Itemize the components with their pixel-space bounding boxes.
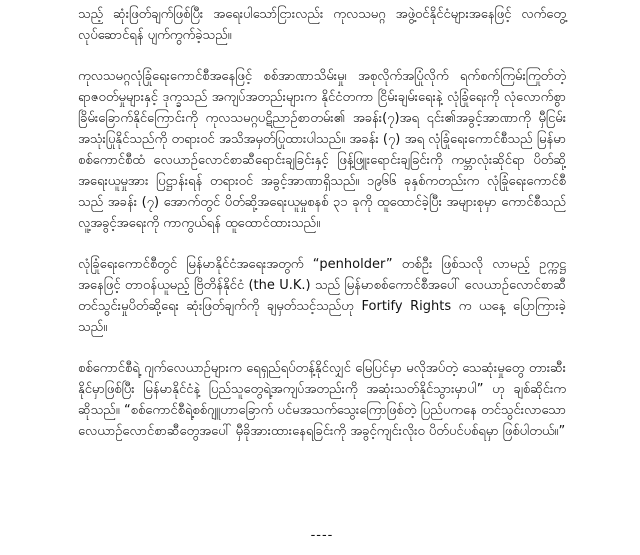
paragraph-4: စစ်ကောင်စီရဲ့ ဂျက်လေယာဉ်များက ရေရှည်ရပ်တန့်နိုင်လျှင် မြေပြင်မှာ မလိုအပ်တဲ့ သေဆုံးမှုတွေ တားဆီးနိုင်မှာဖြစ်ပြီး မြန်မာနိုင်ငံနဲ့ ပြည်သူတွေရဲ့အကျပ်အတည်းကို အဆုံးသတ်နိုင်သွားမှာပါ” ဟု ချစ်ဆိုင်းက ဆိုသည်။ “စစ်ကောင်စီရဲ့စစ်ဂျူဟာခြောက် ပင်မအသက်သွေးကြောဖြစ်တဲ့ ပြည်ပကနေ တင်သွင်းလာသော လေယာဉ်လောင်စာဆီတွေအပေါ် မှီခိုအားထားနေရခြင်းကို အခွင့်ကျင်းလိုးဝ ပိတ်ပင်ပစ်ရမှာ ဖြစ်ပါတယ်။”: [78, 361, 566, 439]
document-page: [78, 0, 566, 555]
paragraph-3: လုံခြုံရေးကောင်စီတွင် မြန်မာနိုင်ငံအရေးအတွက် “penholder” တစ်ဦး ဖြစ်သလို လာမည့် ဥက္ကဋ္ဌအနေဖြင့် တာဝန်ယူမည့် ဗြိတိန်နိုင်ငံ (the U.K.) သည် မြန်မာစစ်ကောင်စီအပေါ် လေယာဉ်လောင်စာဆီတင်သွင်းမှုပိတ်ဆို့ရေး ဆုံးဖြတ်ချက်ကို ချမှတ်သင့်သည်ဟု Fortify Rights က ယနေ့ ပြောကြားခဲ့သည်။: [78, 257, 566, 335]
paragraph-1: သည့် ဆုံးဖြတ်ချက်ဖြစ်ပြီး အရေးပါသော်ငြားလည်း ကုလသမဂ္ဂ အဖွဲ့ဝင်နိုင်ငံများအနေဖြင့် လက်တွေ့လုပ်ဆောင်ရန် ပျက်ကွက်ခဲ့သည်။: [78, 7, 566, 43]
section-separator: ----: [310, 528, 334, 543]
paragraph-2: ကုလသမဂ္ဂလုံခြုံရေးကောင်စီအနေဖြင့် စစ်အာဏာသိမ်းမှု၊ အစုလိုက်အပြုံလိုက် ရက်စက်ကြမ်းကြုတ်တဲ့ ရာဇဝတ်မှုများနှင့် ဒုက္ခသည် အကျပ်အတည်းများက နိုင်ငံတကာ ငြိမ်းချမ်းရေးနဲ့ လုံခြုံရေးကို လုံလောက်စွာ ခြိမ်းခြောက်နိုင်ကြောင်းကို ကုလသမဂ္ဂပဋိညာဉ်စာတမ်း၏ အခန်း(၇)အရ ၎င်း၏အခွင့်အာဏာကို မှီငြမ်းအသုံးပြုနိုင်သည်ကို တရားဝင် အသိအမှတ်ပြုထားပါသည်။ အခန်း (၇) အရ လုံခြုံရေးကောင်စီသည် မြန်မာစစ်ကောင်စီထံ လေယာဉ်လောင်စာဆီရောင်းချခြင်းနှင့် ဖြန့်ဖြူးရောင်းချခြင်းကို ကမ္ဘာလုံးဆိုင်ရာ ပိတ်ဆို့အရေးယူမှုအား ပြဋ္ဌာန်းရန် တရားဝင် အခွင့်အာဏာရှိသည်။ ၁၉၆၆ ခုနှစ်ကတည်းက လုံခြုံရေးကောင်စီသည် အခန်း (၇) အောက်တွင် ပိတ်ဆို့အရေးယူမှုစနစ် ၃၁ ခုကို ထူထောင်ခဲ့ပြီး အများစုမှာ ကောင်စီသည် လူ့အခွင့်အရေးကို ကာကွယ်ရန် ထူထောင်ထားသည်။: [78, 69, 566, 231]
